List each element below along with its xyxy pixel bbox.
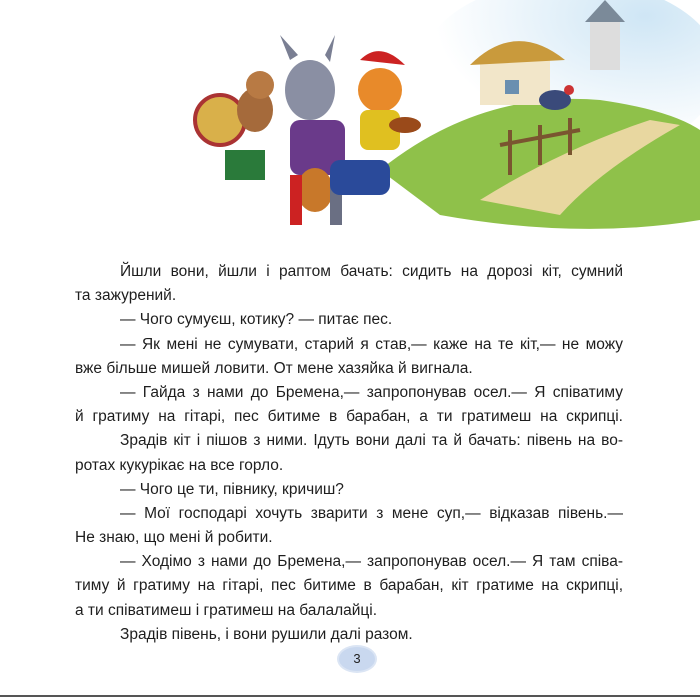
text-line: — Чого сумуєш, котику? — питає пес. bbox=[120, 311, 393, 329]
text-line: Йшли вони, йшли і раптом бачать: сидить на дорозі кіт, сумний bbox=[120, 263, 623, 280]
text-line: тиму й гратиму на гітарі, пес битиме в барабан, кіт гратиме на скрипці, bbox=[75, 577, 623, 595]
story-text bbox=[75, 260, 623, 647]
text-line: — Мої господарі хочуть зварити з мене суп,— відказав півень.— bbox=[120, 504, 623, 522]
illustration-bremen-musicians bbox=[180, 0, 700, 250]
text-line: ротах кукурікає на все горло. bbox=[75, 456, 284, 474]
text-line: — Ходімо з нами до Бремена,— запропонував осел.— Я там співа- bbox=[120, 553, 623, 571]
text-line: а ти співатимеш і гратимеш на балалайці. bbox=[75, 601, 378, 619]
page-number-badge: 3 bbox=[339, 647, 375, 671]
dog-with-drum bbox=[195, 71, 274, 180]
text-line: й гратиму на гітарі, пес битиме в барабан, а ти гратимеш на скрипці. bbox=[75, 408, 623, 426]
text-line: — Як мені не сумувати, старий я став,— каже на те кіт,— не можу bbox=[120, 335, 623, 353]
text-line: та зажурений. bbox=[75, 287, 177, 305]
text-line: Не знаю, що мені й робити. bbox=[75, 529, 273, 547]
text-line: Зрадів півень, і вони рушили далі разом. bbox=[120, 625, 413, 643]
donkey-with-guitar bbox=[280, 35, 345, 225]
text-line: Зрадів кіт і пішов з ними. Ідуть вони далі та й бачать: півень на во- bbox=[120, 432, 623, 450]
text-line: — Гайда з нами до Бремена,— запропонував осел.— Я співатиму bbox=[120, 383, 623, 401]
text-line: вже більше мишей ловити. От мене хазяйка й вигнала. bbox=[75, 359, 473, 377]
text-line: — Чого це ти, півнику, кричиш? bbox=[120, 480, 344, 498]
page-bottom-divider bbox=[0, 695, 700, 697]
